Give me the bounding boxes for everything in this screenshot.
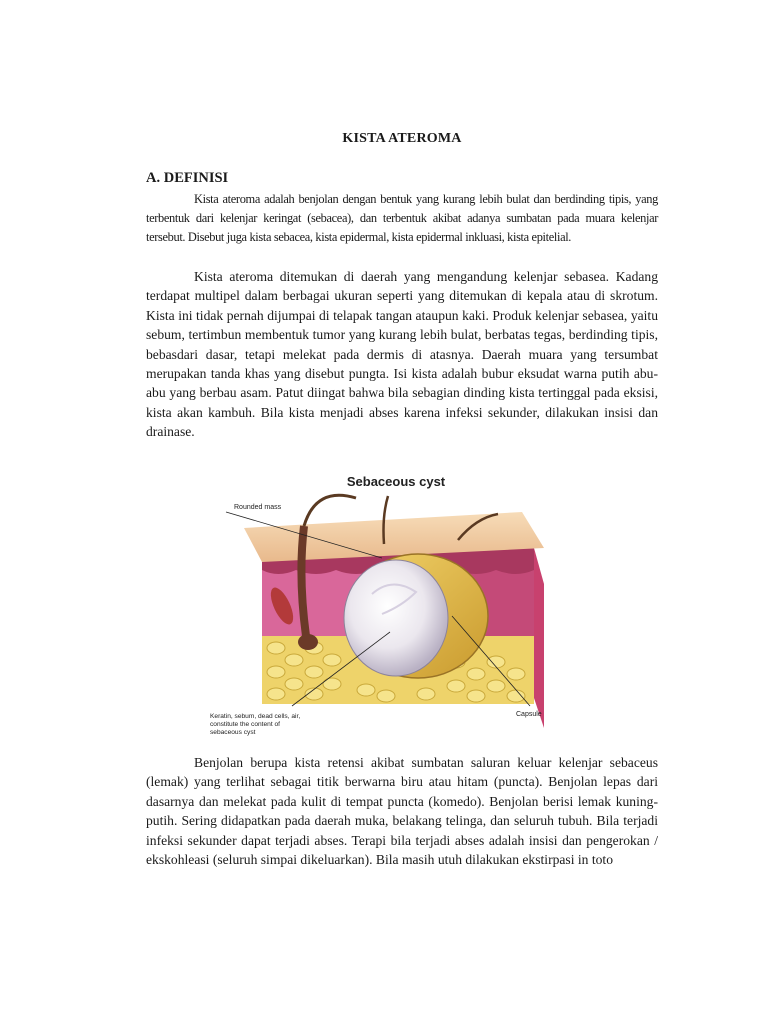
paragraph-definition: Kista ateroma adalah benjolan dengan bentuk yang kurang lebih bulat dan berdinding tipis, yang terbentuk dari kelenjar keringat (sebacea), dan terbentuk akibat adanya sumbatan pada muara kelenjar tersebut. Disebut juga kista sebacea, kista epidermal, kista epidermal inkluasi, kista epitelial. — [146, 192, 658, 244]
paragraph-description: Kista ateroma ditemukan di daerah yang mengandung kelenjar sebasea. Kadang terdapat multipel dalam berbagai ukuran seperti yang ditemukan di kepala atau di skrotum. Kista ini tidak pernah dijumpai di telapak tangan ataupun kaki. Produk kelenjar sebasea, yaitu sebum, tertimbun membentuk tumor yang kurang lebih bulat, berbatas tegas, berdinding tipis, bebasdari dasar, tetapi melekat pada dermis di atasnya. Daerah muara yang tersumbat merupakan tanda khas yang disebut pungta. Isi kista adalah bubur eksudat warna putih abu-abu yang berbau asam. Patut diingat bahwa bila sebagian dinding kista tertinggal pada eksisi, kista akan kambuh. Bila kista menjadi abses karena infeksi sekunder, dilakukan insisi dan drainase. — [146, 269, 658, 440]
figure-title: Sebaceous cyst — [346, 474, 446, 489]
document-title: KISTA ATEROMA — [342, 131, 462, 146]
paragraph-clinical: Benjolan berupa kista retensi akibat sumbatan saluran keluar kelenjar sebaceus (lemak) yang terlihat sebagai titik berwarna biru atau hitam (puncta). Benjolan lepas dari dasarnya dan melekat pada kulit di tempat puncta (komedo). Benjolan berisi lemak kuning-putih. Sering didapatkan pada daerah muka, belakang telinga, dan seluruh tubuh. Bila terjadi infeksi sekunder dapat terjadi abses. Terapi bila terjadi abses adalah insisi dan pengerokan / ekskohleasi (seluruh simpai dikeluarkan). Bila masih utuh dilakukan ekstirpasi in toto — [146, 755, 658, 868]
label-contents-line2: constitute the content of — [210, 721, 281, 728]
section-heading: A. DEFINISI — [146, 170, 229, 186]
hair-follicle — [301, 526, 306, 636]
skin-side-face — [534, 548, 544, 728]
hair-shaft — [304, 495, 356, 526]
cyst-diagram — [196, 466, 596, 742]
label-contents-line3: sebaceous cyst — [210, 729, 256, 736]
label-contents-line1: Keratin, sebum, dead cells, air, — [210, 713, 301, 720]
label-rounded-mass: Rounded mass — [234, 504, 282, 511]
sebaceous-cyst-illustration — [196, 466, 596, 742]
label-capsule: Capsule — [516, 711, 542, 718]
cyst-contents — [344, 560, 448, 676]
